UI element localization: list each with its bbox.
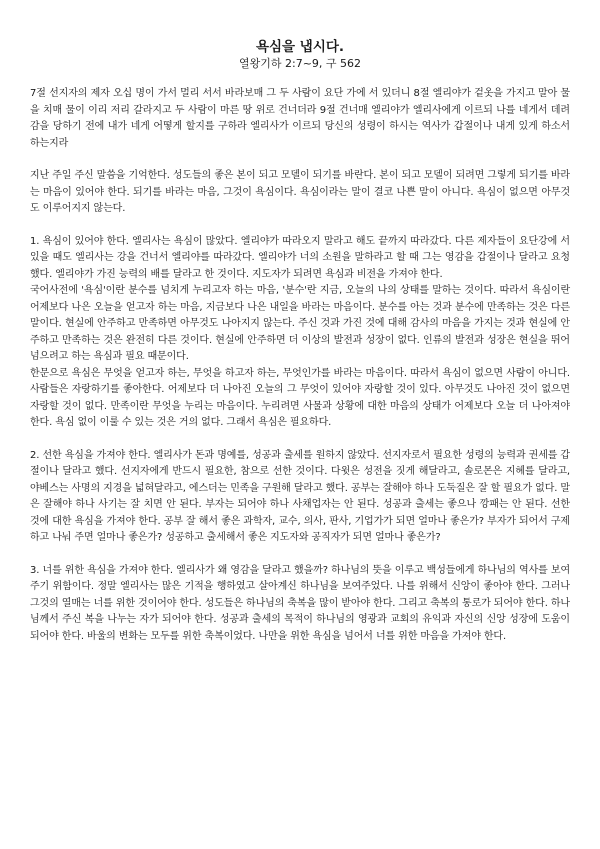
- point2-paragraph: 2. 선한 욕심을 가져야 한다. 엘리사가 돈과 명예를, 성공과 출세를 원하지 않았다. 선지자로서 필요한 성령의 능력과 권세를 갑절이나 달라고 했다. 선지자에게 반드시 필요한, 참으로 선한 것이다. 다윗은 성전을 짓게 해달라고, 솔로몬은 지혜를 달라고, 야베스는 사명의 지경을 넓혀달라고, 에스더는 민족을 구원해 달라고 했다. 공부는 잘해야 하나 도둑질은 잘 할 필요가 없다. 말은 잘해야 하나 사기는 잘 치면 안 된다. 부자는 되어야 하나 사채업자는 안 된다. 성공과 출세는 좋으나 깡패는 안 된다. 선한 것에 대한 욕심을 가져야 한다. 공부 잘 해서 좋은 과학자, 교수, 의사, 판사, 기업가가 되면 얼마나 좋은가? 부자가 되어서 구제하고 나눠 주면 얼마나 좋은가? 성공하고 출세해서 좋은 지도자와 공직자가 되면 얼마나 좋은가?: [30, 449, 570, 543]
- sermon-title: 욕심을 냅시다.: [255, 39, 345, 55]
- point1-paragraph: 1. 욕심이 있어야 한다. 엘리사는 욕심이 많았다. 엘리야가 따라오지 말라고 해도 끝까지 따라갔다. 다른 제자들이 요단강에 서 있을 때도 엘리사는 강을 건너서 엘리야를 따라갔다. 엘리야가 너의 소원을 말하라고 할 때 그는 영감을 갑절이나 달라고 요청했다. 엘리야가 가진 능력의 배를 달라고 한 것이다. 지도자가 되려면 욕심과 비전을 가져야 한다.: [30, 235, 570, 280]
- point1-definition-paragraph: 국어사전에 '욕심'이란 분수를 넘치게 누리고자 하는 마음, '분수'란 지금, 오늘의 나의 상태를 말하는 것이다. 따라서 욕심이란 어제보다 나은 오늘을 얻고자 하는 마음, 지금보다 나은 내일을 바라는 마음이다. 분수를 아는 것과 분수에 만족하는 것은 다른 말이다. 현실에 안주하고 만족하면 아무것도 나아지지 않는다. 주신 것과 가진 것에 대해 감사의 마음을 가지는 것과 현실에 안주하고 만족하는 것은 완전히 다른 것이다. 현실에 안주하면 더 이상의 발전과 성장이 없다. 인류의 발전과 성장은 현실을 뛰어 넘으려고 하는 욕심과 필요 때문이다.: [30, 285, 570, 362]
- point1-hanja-paragraph: 한문으로 욕심은 무엇을 얻고자 하는, 무엇을 하고자 하는, 무엇인가를 바라는 마음이다. 따라서 욕심이 없으면 사람이 아니다. 사람들은 자랑하기를 좋아한다. 어제보다 더 나아진 오늘의 그 무엇이 있어야 자랑할 것이 있다. 아무것도 나아진 것이 없으면 자랑할 것이 없다. 만족이란 무엇을 누리는 마음이다. 누리려면 사물과 상황에 대한 마음의 상태가 어제보다 오늘 더 나아져야 한다. 욕심 없이 이룰 수 있는 것은 거의 없다. 그래서 욕심은 필요하다.: [30, 367, 570, 428]
- scripture-text: 7절 선지자의 제자 오십 명이 가서 멀리 서서 바라보매 그 두 사람이 요단 가에 서 있더니 8절 엘리야가 겉옷을 가지고 말아 물을 치매 물이 이리 저리 갈라지고 두 사람이 마른 땅 위로 건너더라 9절 건너매 엘리야가 엘리사에게 이르되 나를 네게서 데려감을 당하기 전에 내가 네게 어떻게 할지를 구하라 엘리사가 이르되 당신의 성령이 하시는 역사가 갑절이나 내게 있게 하소서 하는지라: [30, 88, 570, 149]
- intro-paragraph: 지난 주일 주신 말씀을 기억한다. 성도들의 좋은 본이 되고 모델이 되기를 바란다. 본이 되고 모델이 되려면 그렇게 되기를 바라는 마음이 있어야 한다. 되기를 바라는 마음, 그것이 욕심이다. 욕심이라는 말이 결코 나쁜 말이 아니다. 욕심이 없으면 아무것도 이루어지지 않는다.: [30, 170, 570, 214]
- point3-paragraph: 3. 너를 위한 욕심을 가져야 한다. 엘리사가 왜 영감을 달라고 했을까? 하나님의 뜻을 이루고 백성들에게 하나님의 역사를 보여주기 위함이다. 정말 엘리사는 많은 기적을 행하였고 살아계신 하나님을 보여주었다. 나를 위해서 신앙이 좋아야 한다. 그러나 그것의 열매는 너를 위한 것이어야 한다. 성도들은 하나님의 축복을 많이 받아야 한다. 그리고 축복의 통로가 되어야 한다. 하나님께서 주신 복을 나누는 자가 되어야 한다. 성공과 출세의 목적이 하나님의 영광과 교회의 유익과 자신의 신앙 성장에 도움이 되어야 한다. 바울의 변화는 모두를 위한 축복이었다. 나만을 위한 욕심을 넘어서 너를 위한 마음을 가져야 한다.: [30, 564, 570, 642]
- document-page: [30, 38, 570, 645]
- scripture-reference: 열왕기하 2:7~9, 구 562: [238, 57, 362, 70]
